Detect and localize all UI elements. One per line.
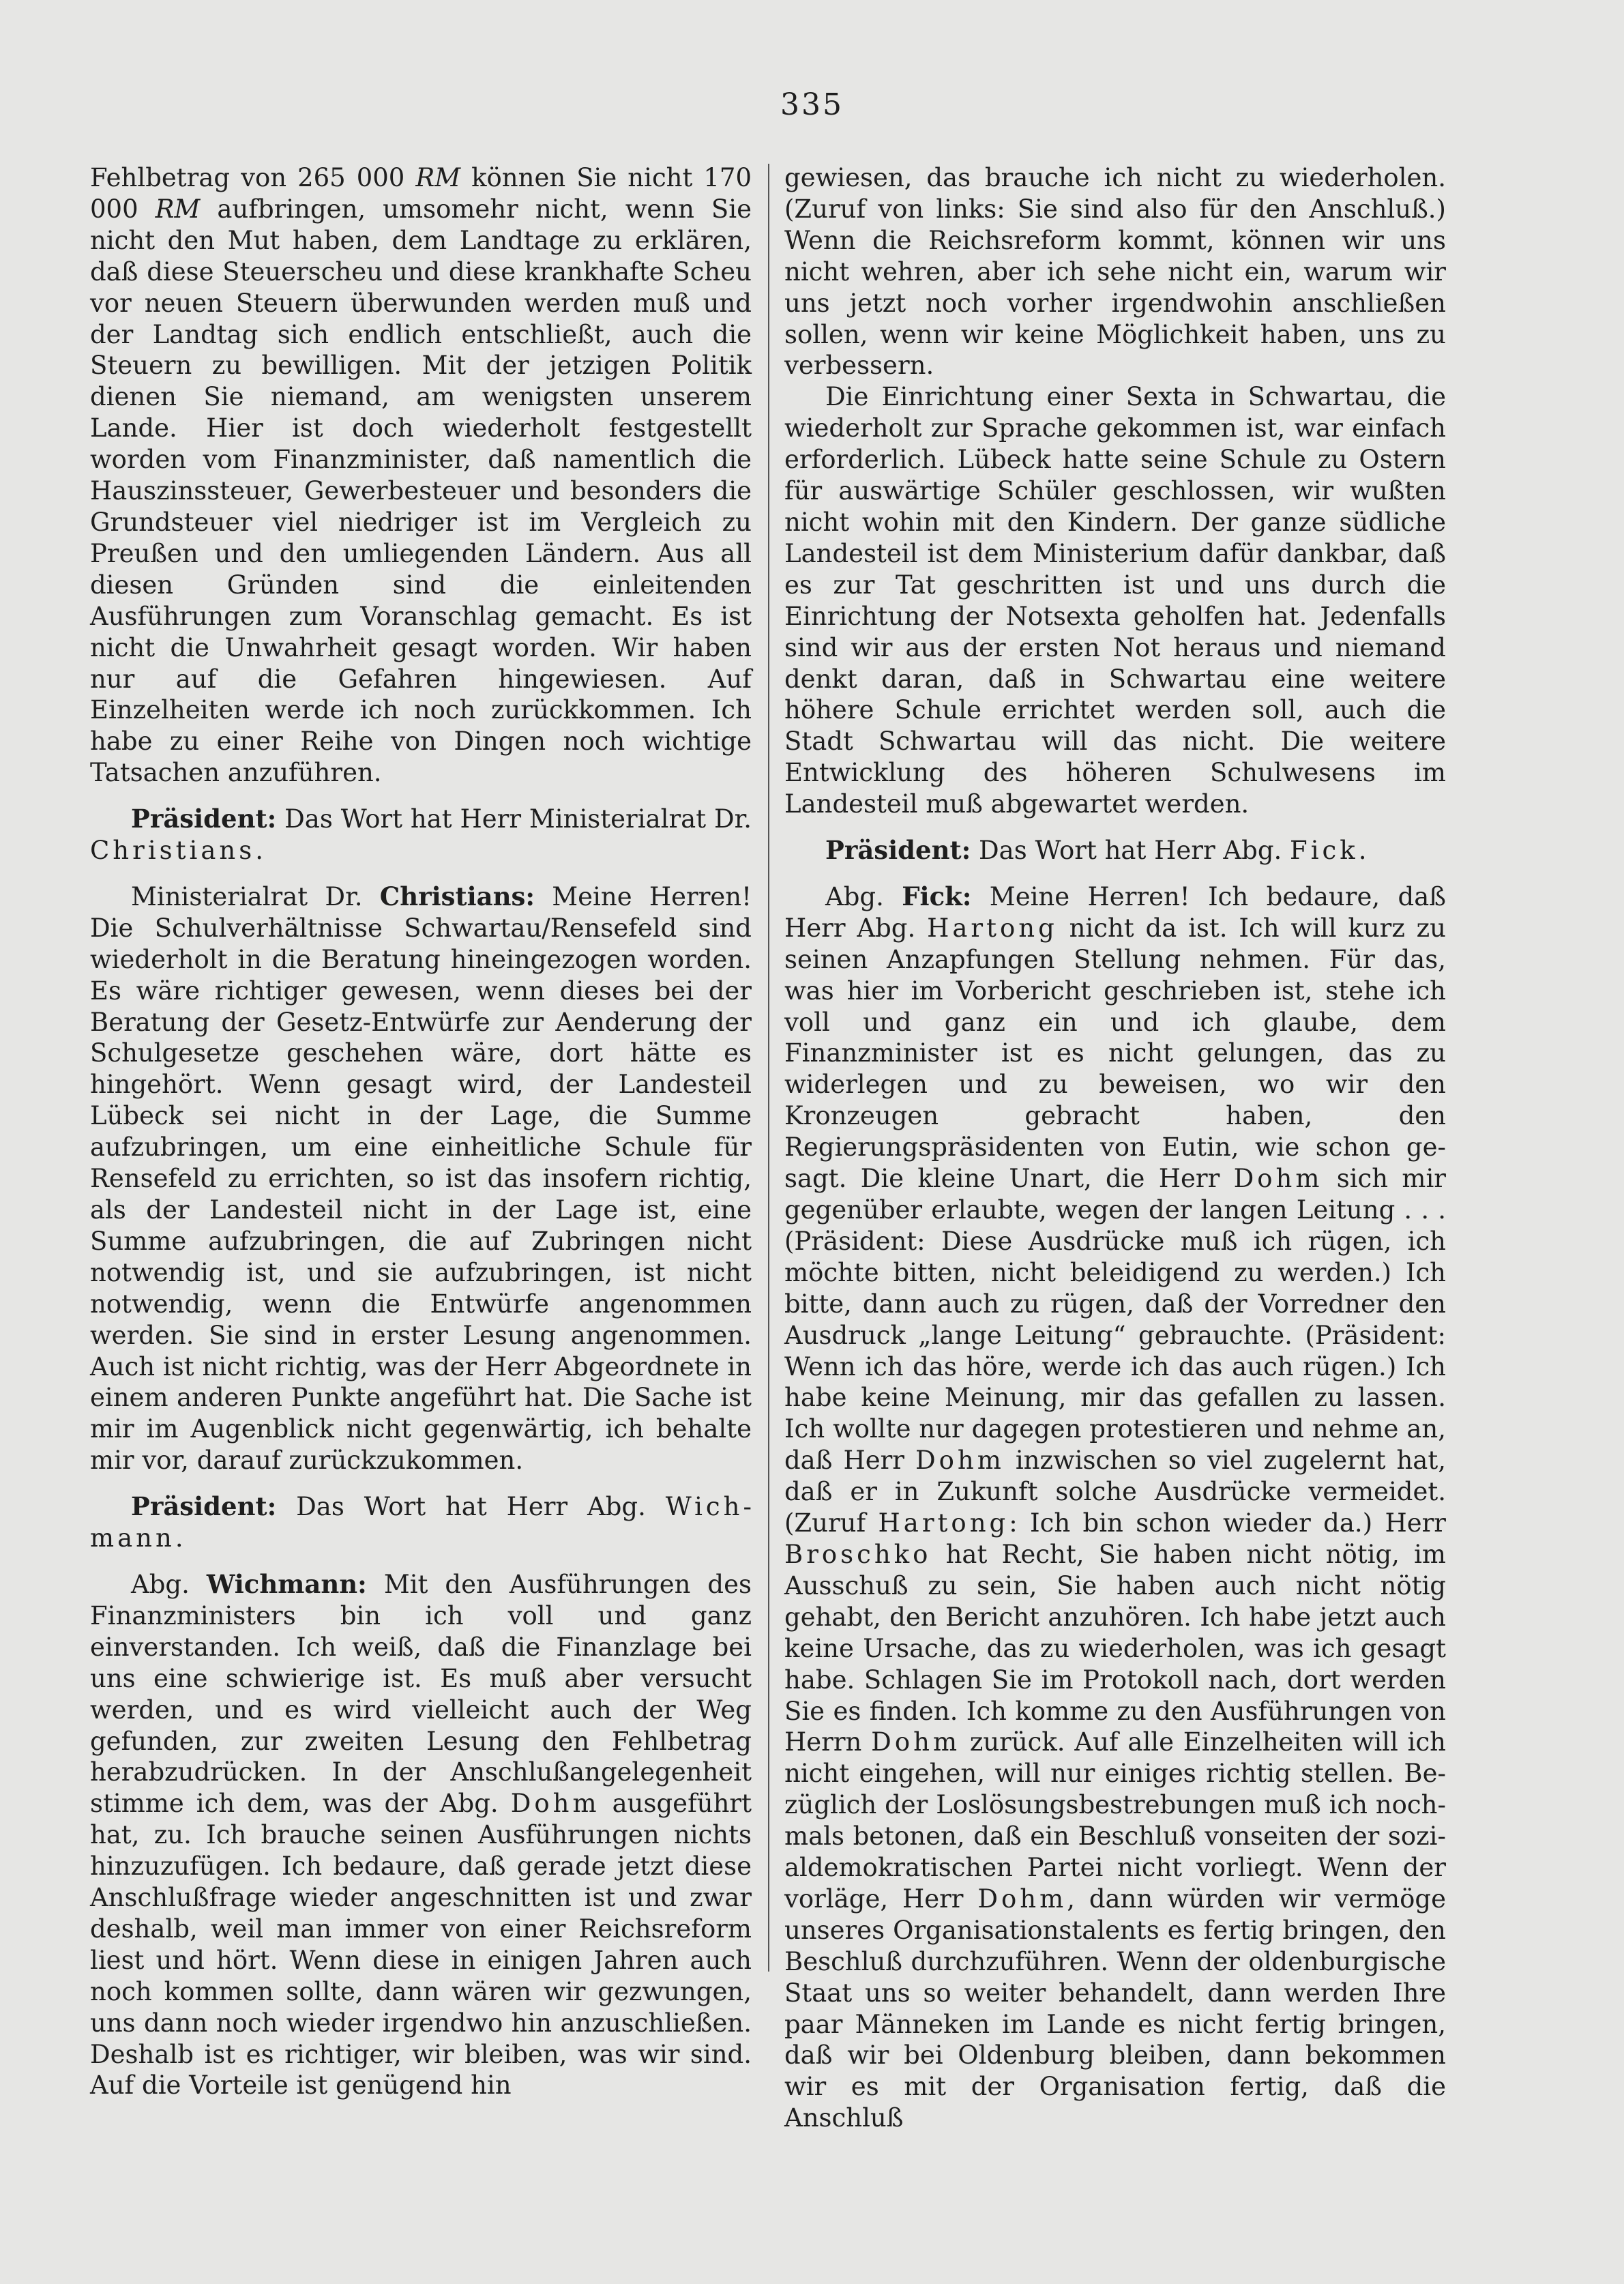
column-divider: [768, 164, 769, 1972]
spaced-name: Broschko: [784, 1539, 932, 1569]
currency-rm: RM: [415, 163, 461, 192]
speaker-label: Präsident:: [131, 1491, 277, 1522]
paragraph-fick-speech: [784, 881, 1446, 2134]
text-run: können Sie nicht 170 000: [90, 163, 752, 224]
text-run: , dann würden wir vermöge unseres Organisationstalents es fertig bringen, den Beschluß durchzuführen. Wenn der oldenburgische Staat uns so weiter behandelt, dann werden Ihre paar Männeken im Lande es nicht fertig bringen, daß wir bei Oldenburg bleiben, dann bekommen wir es mit der Organisation fertig, daß die Anschluß: [784, 1884, 1446, 2133]
text-run: gewiesen, das brauche ich nicht zu wiederholen. (Zuruf von links: Sie sind also für den Anschluß.) Wenn die Reichsreform kommt, können wir uns nicht wehren, aber ich sehe nicht ein, warum wir uns jetzt noch vorher irgendwohin anschließen sollen, wenn wir keine Möglichkeit haben, uns zu verbessern.: [784, 163, 1446, 381]
paragraph-president-fick: [784, 835, 1446, 866]
paragraph-sexta-schwartau: [784, 381, 1446, 820]
spaced-name: Christians: [90, 836, 256, 866]
currency-rm: RM: [155, 194, 201, 224]
text-run: Meine Herren! Ich bedaure, daß Herr Abg.: [784, 881, 1446, 943]
text-run: zurück. Auf alle Einzelheiten will ich nicht eingehen, will nur einiges richtig stellen. Bezüglich der Loslösungsbestrebungen muß ich nochmals betonen, daß ein Beschluß vonseiten der sozialdemokratischen Partei nicht vorliegt. Wenn der vorläge, Herr: [784, 1727, 1446, 1914]
spaced-name: Hartong: [878, 1508, 1009, 1538]
paragraph-president-wichmann: [90, 1491, 752, 1554]
text-run: .: [175, 1523, 183, 1553]
right-column: [784, 162, 1446, 2134]
text-run: Das Wort hat Herr Ministerialrat Dr.: [276, 804, 752, 834]
spaced-name: Dohm: [871, 1727, 961, 1757]
spaced-name: Dohm: [915, 1446, 1005, 1476]
paragraph-wichmann-speech: [90, 1569, 752, 2101]
spaced-name: Fick: [1290, 836, 1359, 866]
speaker-label: Christians:: [379, 881, 535, 911]
text-run: sich mir gegenüber erlaubte, wegen der langen Leitung . . . (Präsident: Diese Ausdrücke muß ich rügen, ich möchte bitten, nicht beleidigend zu werden.) Ich bitte, dann auch zu rügen, daß der Vorredner den Ausdruck „lange Leitung“ gebrauchte. (Präsident: Wenn ich das höre, werde ich das auch rügen.) Ich habe keine Meinung, mir das gefallen zu lassen. Ich wollte nur dagegen protestieren und nehme an, daß Herr: [784, 1164, 1446, 1476]
text-run: inzwischen so viel zugelernt hat, daß er in Zukunft solche Ausdrücke vermeidet. (Zuruf: [784, 1446, 1446, 1538]
text-run: nicht da ist. Ich will kurz zu seinen Anzapfungen Stellung nehmen. Für das, was hier im Vorbericht geschrieben ist, stehe ich voll und ganz ein und ich glaube, dem Finanzminister ist es nicht gelungen, das zu widerlegen und zu beweisen, wo wir den Kronzeugen gebracht haben, den Regierungspräsidenten von Eutin, wie schon gesagt. Die kleine Unart, die Herr: [784, 913, 1446, 1194]
spaced-name: Hartong: [927, 913, 1058, 943]
text-run: .: [1358, 836, 1367, 866]
speaker-label: Wichmann:: [206, 1568, 367, 1599]
text-run: Ministerialrat Dr.: [131, 881, 380, 911]
speaker-label: Präsident:: [131, 804, 277, 834]
text-run: Die Einrichtung einer Sexta in Schwartau, die wiederholt zur Sprache gekommen ist, war einfach erforderlich. Lübeck hatte seine Schule zu Ostern für auswärtige Schüler geschlossen, wir wußten nicht wohin mit den Kindern. Der ganze südliche Landesteil ist dem Ministerium dafür dankbar, daß es zur Tat geschritten ist und uns durch die Einrichtung der Notsexta geholfen hat. Jedenfalls sind wir aus der ersten Not heraus und niemand denkt daran, daß in Schwartau eine weitere höhere Schule errichtet werden soll, auch die Stadt Schwartau will das nicht. Die weitere Entwicklung des höheren Schulwesens im Landesteil muß abgewartet werden.: [784, 382, 1446, 819]
spaced-name: Dohm: [1233, 1164, 1323, 1194]
spaced-name: Dohm: [510, 1789, 600, 1819]
text-run: Abg.: [131, 1569, 207, 1599]
paragraph-christians-speech: [90, 881, 752, 1476]
text-run: Fehlbetrag von 265 000: [90, 163, 416, 192]
speaker-label: Präsident:: [825, 835, 971, 866]
text-run: aufbringen, umsomehr nicht, wenn Sie nicht den Mut haben, dem Landtage zu erklären, daß diese Steuerscheu und diese krankhafte Scheu vor neuen Steuern überwunden werden muß und der Landtag sich endlich entschließt, auch die Steuern zu bewilligen. Mit der jetzigen Politik dienen Sie niemand, am wenigsten unserem Lande. Hier ist doch wiederholt festgestellt worden vom Finanzminister, daß namentlich die Hauszinssteuer, Gewerbesteuer und besonders die Grundsteuer viel niedriger ist im Vergleich zu Preußen und den umliegenden Ländern. Aus all diesen Gründen sind die einleitenden Ausführungen zum Voranschlag gemacht. Es ist nicht die Unwahrheit gesagt worden. Wir haben nur auf die Gefahren hingewiesen. Auf Einzelheiten werde ich noch zurückkommen. Ich habe zu einer Reihe von Dingen noch wichtige Tatsachen anzuführen.: [90, 194, 752, 788]
text-run: ausgeführt hat, zu. Ich brauche seinen Ausführungen nichts hinzuzufügen. Ich bedaure, daß gerade jetzt diese Anschlußfrage wieder angeschnitten ist und zwar deshalb, weil man immer von einer Reichsreform liest und hört. Wenn diese in einigen Jahren auch noch kommen sollte, dann wären wir gezwungen, uns dann noch wieder irgendwo hin anzuschließen. Deshalb ist es richtiger, wir bleiben, was wir sind. Auf die Vorteile ist genügend hin: [90, 1789, 752, 2100]
spaced-name: Dohm: [977, 1884, 1067, 1914]
page-number: 335: [780, 87, 844, 122]
paragraph-reichsreform: [784, 162, 1446, 381]
speaker-label: Fick:: [902, 881, 972, 911]
paragraph-president-christians: [90, 804, 752, 866]
text-run: Abg.: [825, 881, 902, 911]
text-run: Das Wort hat Herr Abg.: [971, 836, 1290, 866]
left-column: [90, 162, 752, 2101]
paragraph-budget-deficit: [90, 162, 752, 789]
text-run: Meine Herren! Die Schulverhältnisse Schwartau/Rensefeld sind wiederholt in die Beratung hineingezogen worden. Es wäre richtiger gewesen, wenn dieses bei der Beratung der Gesetz-Entwürfe zur Aenderung der Schulgesetze geschehen wäre, dort hätte es hingehört. Wenn gesagt wird, der Landesteil Lübeck sei nicht in der Lage, die Summe aufzubringen, um eine einheitliche Schule für Rensefeld zu errichten, so ist das insofern richtig, als der Landesteil nicht in der Lage ist, eine Summe aufzubringen, die auf Zubringen nicht notwendig ist, und sie aufzubringen, ist nicht notwendig, wenn die Entwürfe angenommen werden. Sie sind in erster Lesung angenommen. Auch ist nicht richtig, was der Herr Abgeordnete in einem anderen Punkte angeführt hat. Die Sache ist mir im Augenblick nicht gegenwärtig, ich behalte mir vor, darauf zurückzukommen.: [90, 881, 752, 1476]
text-run: : Ich bin schon wieder da.) Herr: [1009, 1508, 1446, 1538]
text-run: .: [255, 836, 263, 866]
text-run: hat Recht, Sie haben nicht nötig, im Ausschuß zu sein, Sie haben auch nicht nötig gehabt, den Bericht anzuhören. Ich habe jetzt auch keine Ursache, das zu wiederholen, was ich gesagt habe. Schlagen Sie im Protokoll nach, dort werden Sie es finden. Ich komme zu den Ausführungen von Herrn: [784, 1539, 1446, 1757]
text-run: Mit den Ausführungen des Finanzministers bin ich voll und ganz einverstanden. Ich weiß, daß die Finanzlage bei uns eine schwierige ist. Es muß aber versucht werden, und es wird vielleicht auch der Weg gefunden, zur zweiten Lesung den Fehlbetrag herabzudrücken. In der Anschlußangelegenheit stimme ich dem, was der Abg.: [90, 1569, 752, 1819]
text-run: Das Wort hat Herr Abg.: [276, 1492, 666, 1522]
spaced-name: Wichmann: [90, 1492, 752, 1553]
